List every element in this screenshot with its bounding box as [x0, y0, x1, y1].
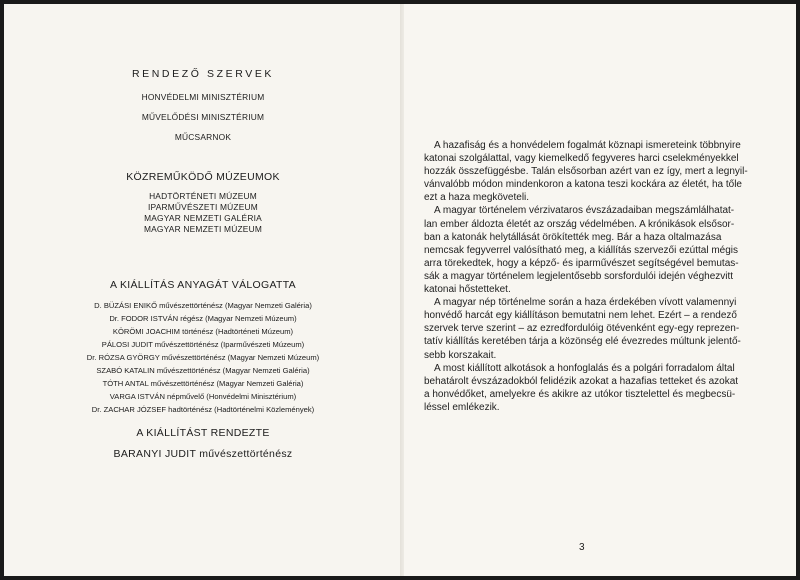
museum-item: MAGYAR NEMZETI MÚZEUM — [143, 224, 263, 234]
paragraph: A magyar nép történelme során a haza érdekében vívott valamennyi honvédő harcát egy kiállításon bemutatni nem lehet. Ezért – a rendező szervek terve szerint – az ezredfordulóig ötévenként egy-egy reprezen- tatív kiállítás keretében tárja a közönség elé évezredes múltunk jelentő- sebb korszakait. — [424, 297, 741, 361]
selector-item: VARGA ISTVÁN népművelő (Honvédelmi Minisztérium) — [109, 392, 297, 401]
selector-item: Dr. ZACHAR JÓZSEF hadtörténész (Hadtörténelmi Közlemények) — [91, 405, 315, 414]
arranger-name: BARANYI JUDIT művészettörténész — [113, 448, 293, 460]
paragraph: A magyar történelem vérzivataros évszázadaiban megszámlálhatat- lan ember áldozta életét az ország védelmében. A krónikások elsősor- ban a katonák helytállását örökítették meg. Bár a haza oltalmazása nemcsak fegyverrel valósítható meg, a kiállítás szervezői ezúttal mégis arra törekedtek, hogy a képző- és iparművészet segítségével bemutas- sák a magyar történelem legjelentősebb sorsfordulói idején véghezvitt katonai hőstetteket. — [424, 205, 739, 296]
page-number: 3 — [579, 542, 585, 553]
booklet-spread — [4, 4, 796, 576]
selection-heading: A KIÁLLÍTÁS ANYAGÁT VÁLOGATTA — [110, 279, 296, 291]
selector-item: PÁLOSI JUDIT művészettörténész (Iparművészeti Múzeum) — [101, 340, 305, 349]
museum-item: IPARMŰVÉSZETI MÚZEUM — [148, 202, 258, 212]
selector-item: TÓTH ANTAL művészettörténész (Magyar Nemzeti Galéria) — [102, 379, 304, 388]
selector-item: SZABÓ KATALIN művészettörténész (Magyar Nemzeti Galéria) — [96, 366, 310, 375]
organizer-item: MŰCSARNOK — [174, 132, 232, 142]
selector-item: D. BÜZÁSI ENIKŐ művészettörténész (Magyar Nemzeti Galéria) — [94, 301, 312, 310]
selector-item: KÖRÖMI JOACHIM történész (Hadtörténeti Múzeum) — [112, 327, 294, 336]
selector-item: Dr. RÓZSA GYÖRGY művészettörténész (Magyar Nemzeti Múzeum) — [86, 353, 320, 362]
paragraph: A most kiállított alkotások a honfoglalás és a polgári forradalom által behatárolt évszázadokból felidézik azokat a hazafias tetteket és azokat a honvédőket, amelyekre és akikre az utókor tisztelettel és megbecsü- léssel emlékezik. — [424, 362, 739, 413]
organizer-item: HONVÉDELMI MINISZTÉRIUM — [141, 92, 265, 102]
arranged-heading: A KIÁLLÍTÁST RENDEZTE — [136, 427, 270, 439]
museum-item: HADTÖRTÉNETI MÚZEUM — [149, 191, 257, 201]
right-page — [404, 4, 796, 576]
organizer-item: MŰVELŐDÉSI MINISZTÉRIUM — [141, 112, 265, 122]
museums-heading: KÖZREMŰKÖDŐ MÚZEUMOK — [126, 171, 280, 183]
paragraph: A hazafiság és a honvédelem fogalmát köznapi ismereteink többnyire katonai szolgálattal, vagy kiemelkedő fegyveres harci cselekményekkel hozzák összefüggésbe. Talán elsősorban azért van ez így, mert a legnyil- vánvalóbb módon mindenkoron a katona teszi kockára az életét, ha tőle ezt a haza megköveteli. — [424, 140, 748, 204]
left-page — [4, 4, 403, 576]
body-text — [424, 139, 796, 414]
selector-item: Dr. FODOR ISTVÁN régész (Magyar Nemzeti Múzeum) — [109, 314, 297, 323]
organizers-heading: RENDEZŐ SZERVEK — [131, 68, 275, 80]
museum-item: MAGYAR NEMZETI GALÉRIA — [144, 213, 262, 223]
